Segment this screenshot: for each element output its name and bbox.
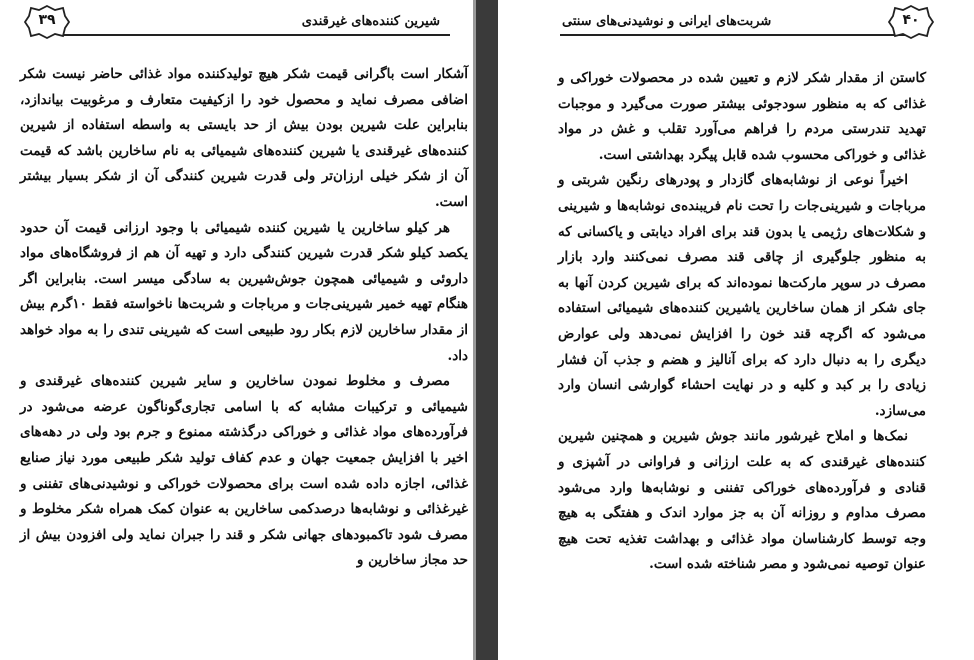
left-page-body <box>20 62 468 574</box>
right-paragraph-1: کاستن از مقدار شکر لازم و تعیین شده در محصولات خوراکی و غذائی که به منظور سودجوئی بیشتر صورت می‌گیرد و موجبات تهدید تندرستی مردم را فراهم می‌آورد تقلب و غش در مواد غذائی و خوراکی محسوب شده قابل پیگرد بهداشتی است. <box>558 70 926 163</box>
right-page <box>498 0 974 660</box>
right-paragraph-2: اخیراً نوعی از نوشابه‌های گازدار و پودرهای رنگین شربتی و مرباجات و شیرینی‌جات را تحت نام فریبنده‌ی نوشابه‌ها و شیرینی و شکلات‌های رژیمی یا بدون قند برای افراد دیابتی و یاکسانی که به منظور جلوگیری از چاقی قند مصرف نمی‌کنند وارد بازار مصرف در سوپر مارکت‌ها نموده‌اند که برای شیرین کردن آنها به جای شکر از همان ساخارین یاشیرین کننده‌های شیمیائی استفاده می‌شود که اگرچه قند خون را افزایش نمی‌دهد ولی عوارض دیگری را به دنبال دارد که برای آنالیز و هضم و جذب آن فشار زیادی را بر کبد و کلیه و در نهایت احشاء گوارشی انسان وارد می‌سازد. <box>558 172 926 419</box>
right-header-rule <box>560 34 916 36</box>
left-page-number: ۳۹ <box>38 12 56 28</box>
left-paragraph-3: مصرف و مخلوط نمودن ساخارین و سایر شیرین کننده‌های غیرقندی و شیمیائی و ترکیبات مشابه که با اسامی تجاری‌گوناگون عرضه می‌شود در فرآورده‌های مواد غذائی و خوراکی درگذشته ممنوع و جرم بود ولی در دهه‌های اخیر با افزایش جمعیت جهان و عدم کفاف تولید شکر طبیعی مورد نیاز صنایع غذائی، اجازه داده شده است برای محصولات خوراکی و نوشیدنی‌های تفننی و غیرغذائی و نوشابه‌ها درصدکمی ساخارین به عنوان کمک همراه شکر مخلوط و مصرف شود تاکمبودهای جهانی شکر و قند را جبران نماید ولی افزودن بیش از حد مجاز ساخارین و <box>20 373 468 569</box>
left-page <box>0 0 476 660</box>
right-page-body <box>558 66 926 578</box>
right-page-number-badge <box>888 5 934 39</box>
left-page-number-badge <box>24 5 70 39</box>
right-page-header-title: شربت‌های ایرانی و نوشیدنی‌های سنتی <box>562 14 772 29</box>
left-paragraph-2: هر کیلو ساخارین یا شیرین کننده شیمیائی با وجود ارزانی قیمت آن حدود یکصد کیلو شکر قدرت شیرین کنندگی دارد و تهیه آن هم از فروشگاه‌های مواد داروئی و شیمیائی همچون جوش‌شیرین به سادگی میسر است. بنابراین اگر هنگام تهیه خمیر شیرینی‌جات و مرباجات و شربت‌ها ناخواسته فقط ۱۰گرم بیش از مقدار ساخارین لازم بکار رود طبیعی است که شیرینی تندی را به مواد خواهد داد. <box>20 219 469 364</box>
right-paragraph-3: نمک‌ها و املاح غیرشور مانند جوش شیرین و همچنین شیرین کننده‌های غیرقندی که به علت ارزانی و فراوانی در آشپزی و قنادی و فرآورده‌های خوراکی تفننی و نوشابه‌ها وارد می‌شود مصرف مداوم و روزانه آن به جز موارد اندک و هفتگی به هیچ وجه توسط کارشناسان مواد غذائی و بهداشت تغذیه تحت هیچ عنوان توصیه نمی‌شود و مصر شناخته شده است. <box>558 428 926 573</box>
book-gutter <box>476 0 498 660</box>
left-page-header-title: شیرین کننده‌های غیرقندی <box>301 14 440 29</box>
left-header-rule <box>60 34 450 36</box>
right-page-number: ۴۰ <box>902 12 920 28</box>
left-paragraph-1: آشکار است باگرانی قیمت شکر هیچ تولیدکننده مواد غذائی حاضر نیست شکر اضافی مصرف نماید و محصول خود را ازکیفیت متعارف و مرغوبیت بیاندازد، بنابراین علت شیرین بودن بیش از حد بایستی به واسطه استفاده از شیرین کننده‌های غیرقندی یا شیرین کننده‌های شیمیائی به نام ساخارین باشد که قیمت آن از شکر خیلی ارزان‌تر ولی قدرت شیرین کنندگی آن از شکر بسیار بیشتر است. <box>20 66 468 210</box>
